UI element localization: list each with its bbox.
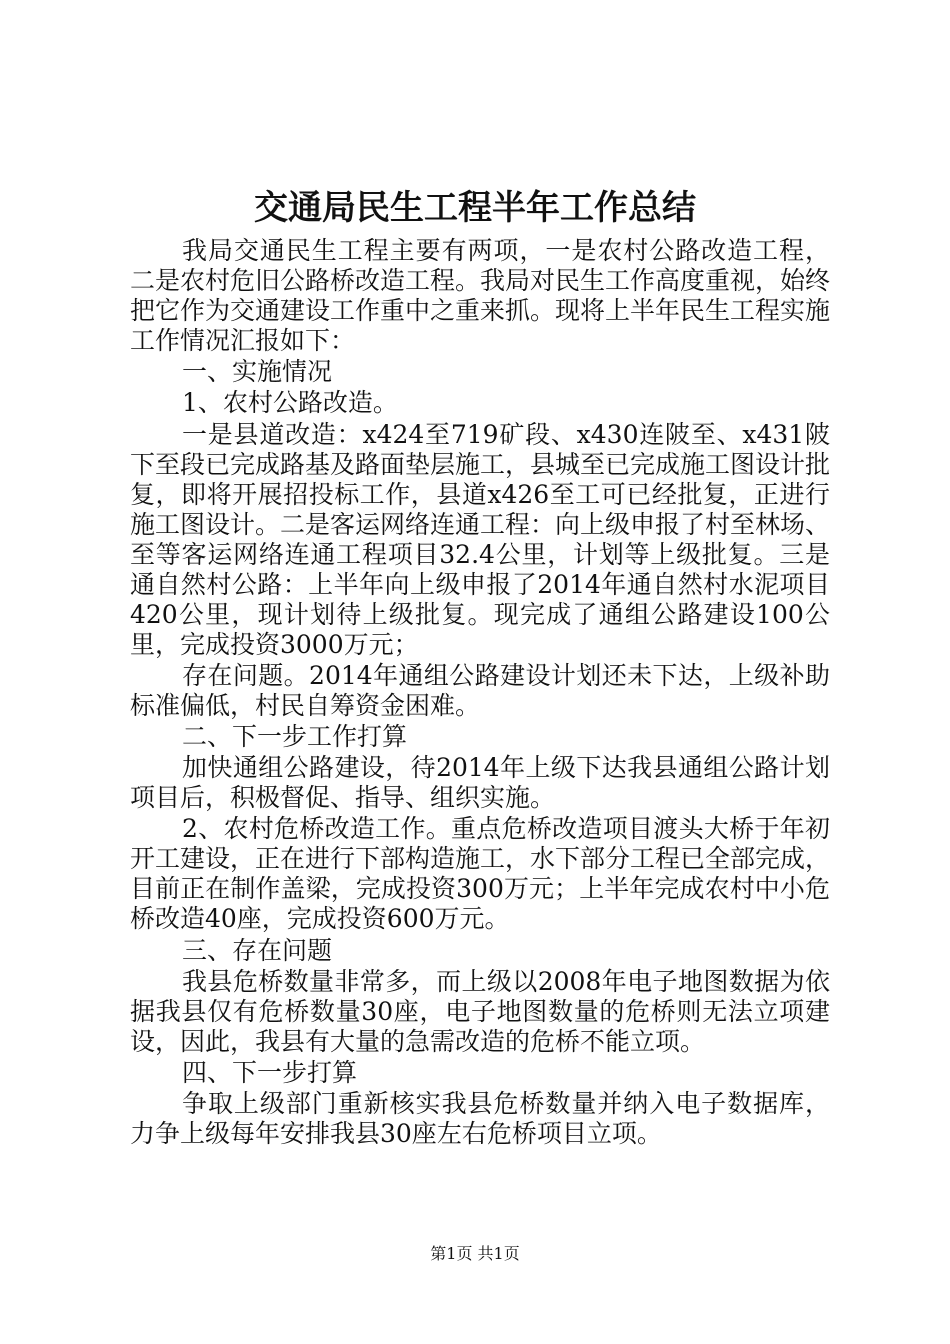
paragraph-road-problems: 存在问题。2014年通组公路建设计划还未下达，上级补助标准偏低，村民自筹资金困难。 <box>130 660 830 720</box>
paragraph-road-progress: 一是县道改造：x424至719矿段、x430连陂至、x431陂下至段已完成路基及路面垫层施工，县城至已完成施工图设计批复，即将开展招投标工作，县道x426至工可已经批复，正进行施工图设计。二是客运网络连通工程：向上级申报了村至林场、至等客运网络连通工程项目32.4公里，计划等上级批复。三是通自然村公路：上半年向上级申报了2014年通自然村水泥项目420公里，现计划待上级批复。现完成了通组公路建设100公里，完成投资3000万元； <box>130 419 831 659</box>
paragraph-road-next-steps: 加快通组公路建设，待2014年上级下达我县通组公路计划项目后，积极督促、指导、组织实施。 <box>130 753 830 813</box>
document-body <box>130 236 830 1150</box>
paragraph-bridge-work: 2、农村危桥改造工作。重点危桥改造项目渡头大桥于年初开工建设，正在进行下部构造施工，水下部分工程已全部完成，目前正在制作盖梁，完成投资300万元；上半年完成农村中小危桥改造40座，完成投资600万元。 <box>130 814 831 934</box>
paragraph-bridge-problems: 我县危桥数量非常多，而上级以2008年电子地图数据为依据我县仅有危桥数量30座，电子地图数量的危桥则无法立项建设，因此，我县有大量的急需改造的危桥不能立项。 <box>130 966 830 1056</box>
paragraph-bridge-next-steps: 争取上级部门重新核实我县危桥数量并纳入电子数据库，力争上级每年安排我县30座左右危桥项目立项。 <box>130 1089 830 1149</box>
section-heading-4: 四、下一步打算 <box>182 1057 358 1087</box>
section-heading-2: 二、下一步工作打算 <box>182 721 408 751</box>
section-heading-1: 一、实施情况 <box>182 357 333 387</box>
paragraph-intro: 我局交通民生工程主要有两项，一是农村公路改造工程，二是农村危旧公路桥改造工程。我局对民生工作高度重视，始终把它作为交通建设工作重中之重来抓。现将上半年民生工程实施工作情况汇报如下： <box>130 236 831 355</box>
page-footer: 第1页 共1页 <box>430 1244 520 1263</box>
section-heading-3: 三、存在问题 <box>182 935 333 965</box>
page-title: 交通局民生工程半年工作总结 <box>254 188 696 228</box>
subsection-heading-1: 1、农村公路改造。 <box>182 388 398 418</box>
